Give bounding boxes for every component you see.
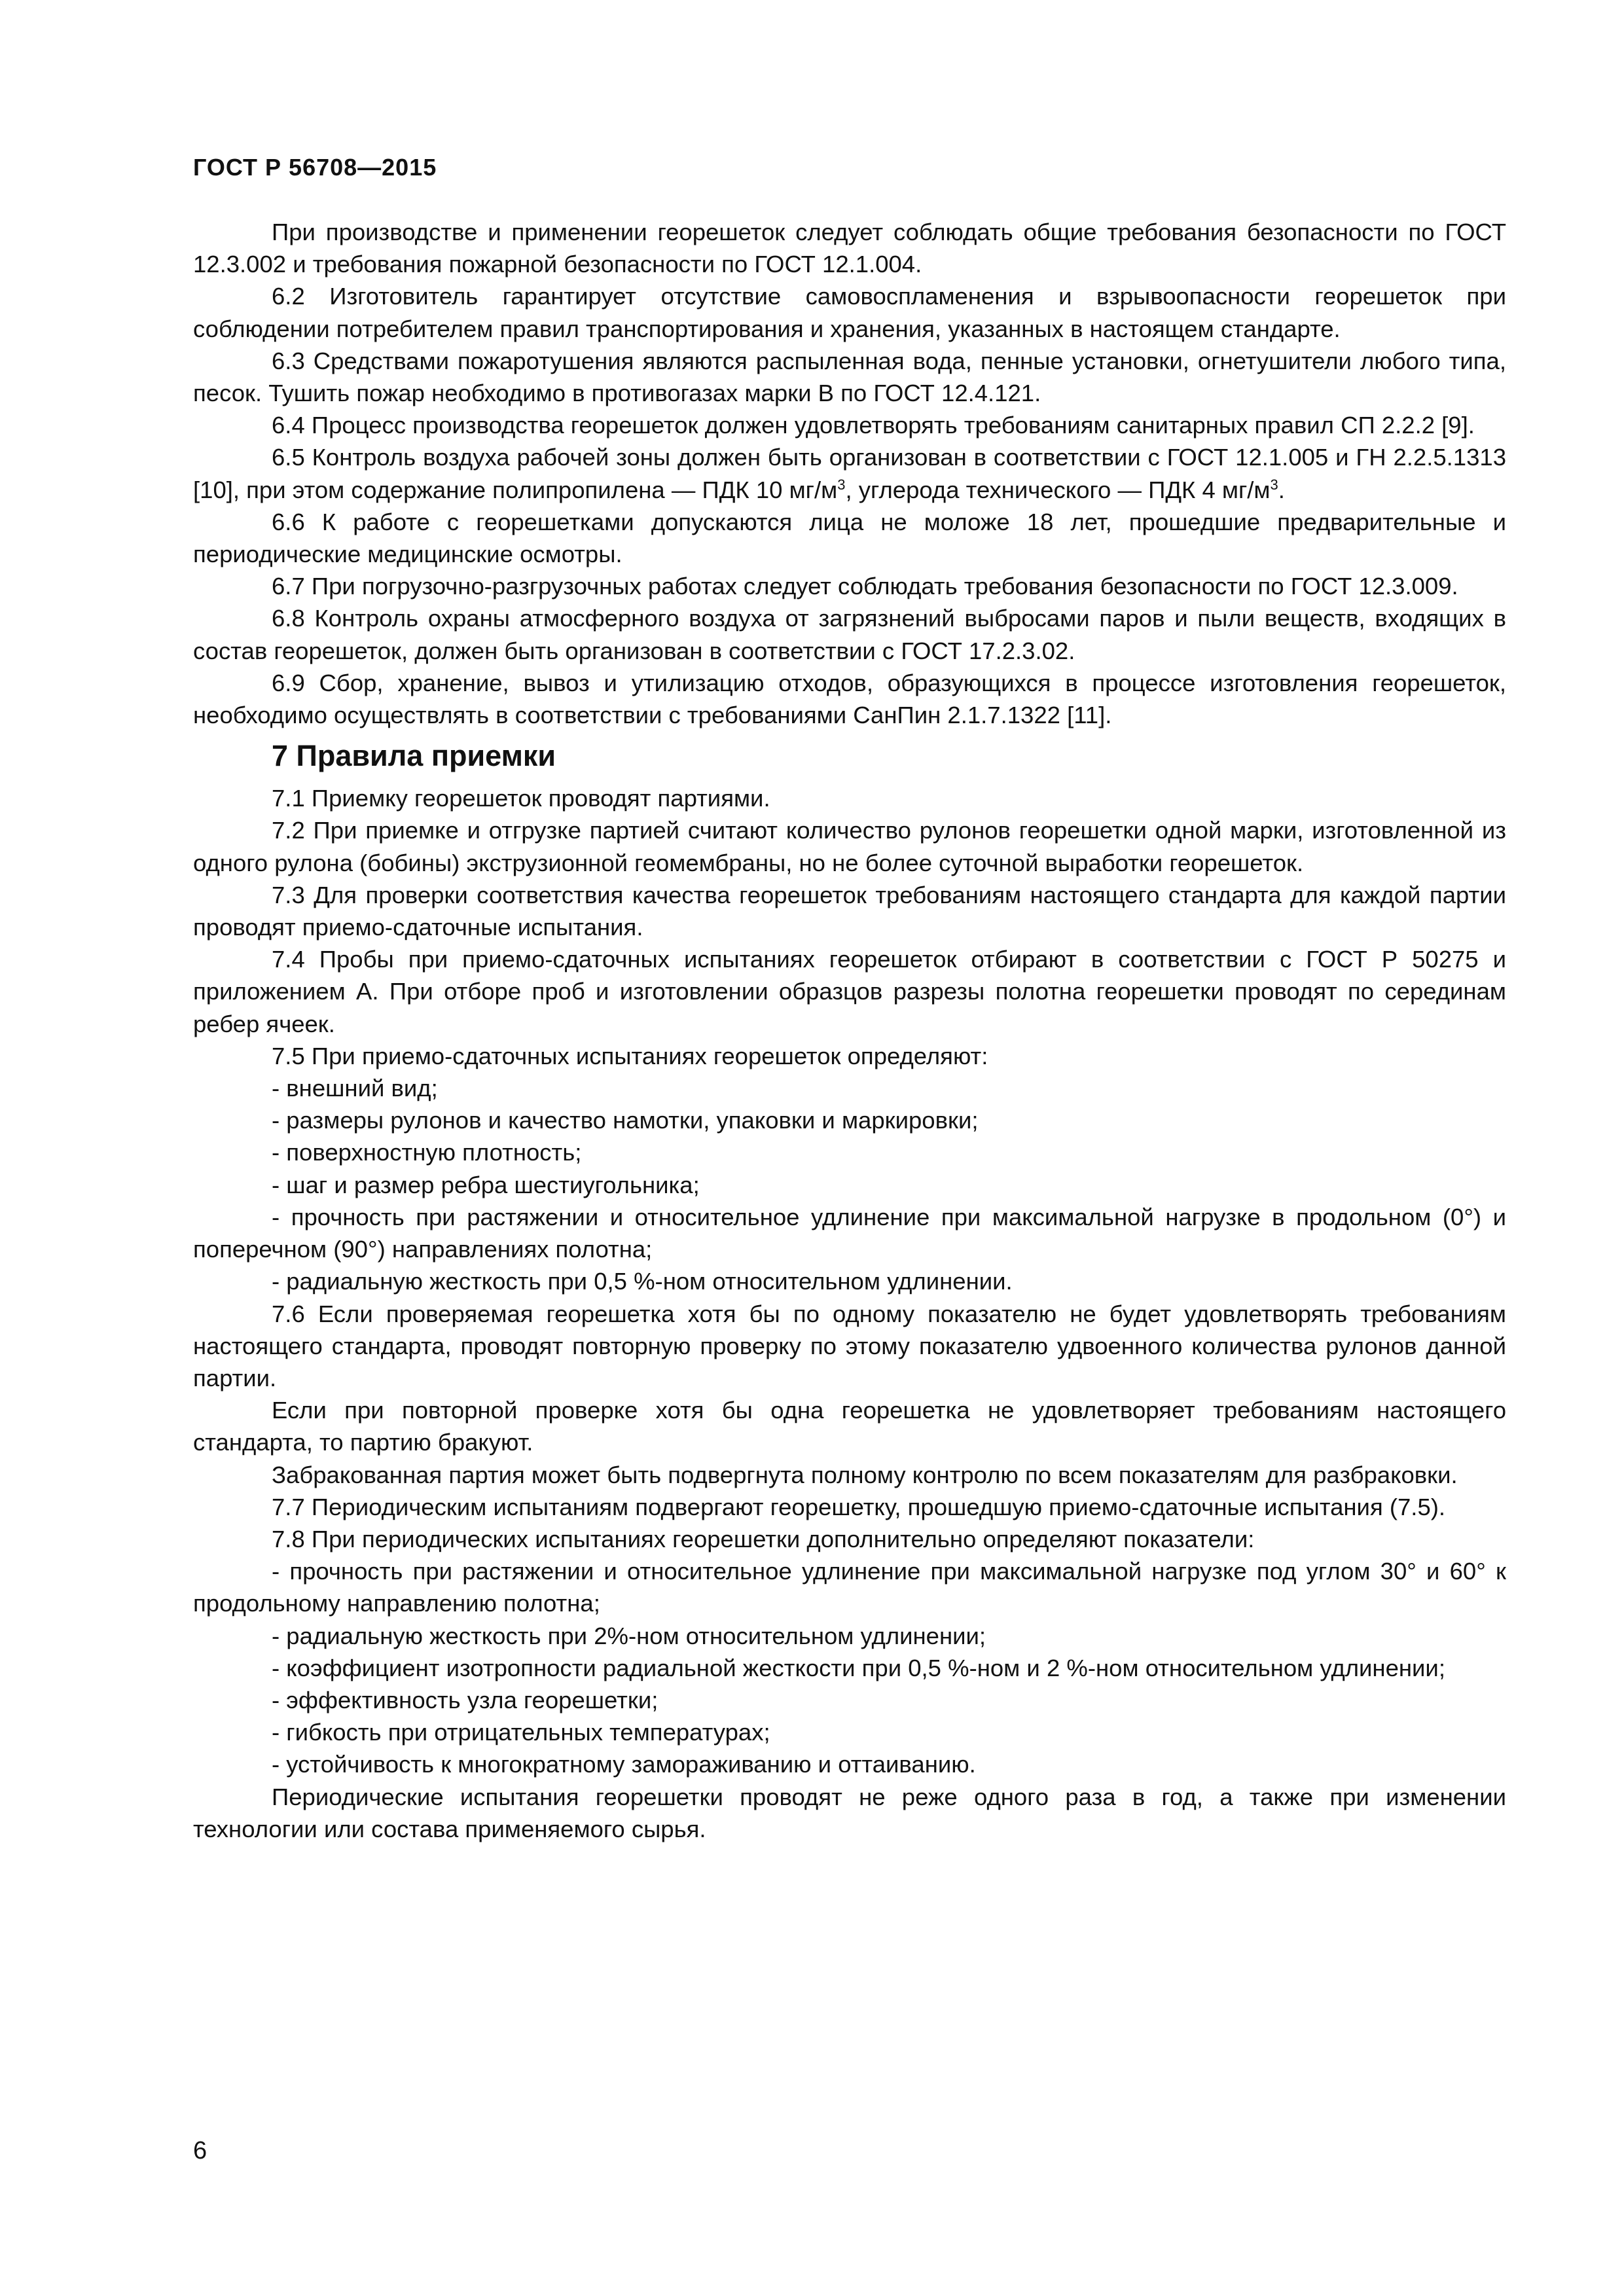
paragraph-7-4: 7.4 Пробы при приемо-сдаточных испытаниях георешеток отбирают в соответствии с ГОСТ Р 50275 и приложением А. При отборе проб и изготовлении образцов разрезы полотна георешетки проводят по серединам ребер ячеек.	[193, 946, 1506, 1037]
paragraph-7-6: 7.6 Если проверяемая георешетка хотя бы по одному показателю не будет удовлетворять требованиям настоящего стандарта, проводят повторную проверку по этому показателю удвоенного количества рулонов данной партии.	[193, 1300, 1506, 1391]
paragraph-6-2: 6.2 Изготовитель гарантирует отсутствие самовоспламенения и взрывоопасности георешеток при соблюдении потребителем правил транспортирования и хранения, указанных в настоящем стандарте.	[193, 283, 1506, 342]
document-code-header: ГОСТ Р 56708—2015	[193, 154, 437, 181]
list-item-7-8: - коэффициент изотропности радиальной жесткости при 0,5 %-ном и 2 %-ном относительном удлинении;	[272, 1654, 1445, 1681]
paragraph-7-1: 7.1 Приемку георешеток проводят партиями.	[272, 785, 770, 812]
list-item-7-5: - поверхностную плотность;	[272, 1139, 582, 1166]
list-item-7-5: - радиальную жесткость при 0,5 %-ном относительном удлинении.	[272, 1268, 1013, 1295]
list-item-7-8: - эффективность узла георешетки;	[272, 1686, 659, 1713]
paragraph-periodic-tests: Периодические испытания георешетки проводят не реже одного раза в год, а также при изменении технологии или состава применяемого сырья.	[193, 1783, 1506, 1842]
document-body	[193, 216, 1506, 1845]
paragraph-6-5	[193, 441, 1506, 505]
paragraph-6-8: 6.8 Контроль охраны атмосферного воздуха от загрязнений выбросами паров и пыли веществ, входящих в состав георешеток, должен быть организован в соответствии с ГОСТ 17.2.3.02.	[193, 605, 1506, 664]
list-item-7-5: - внешний вид;	[272, 1075, 438, 1102]
superscript-cubed: 3	[1270, 476, 1278, 493]
paragraph-7-6-rejected-batch: Забракованная партия может быть подвергнута полному контролю по всем показателям для разбраковки.	[272, 1461, 1458, 1488]
paragraph-6-1-intro: При производстве и применении георешеток следует соблюдать общие требования безопасности по ГОСТ 12.3.002 и требования пожарной безопасности по ГОСТ 12.1.004.	[193, 219, 1506, 278]
list-item-7-5: - прочность при растяжении и относительное удлинение при максимальной нагрузке в продольном (0°) и поперечном (90°) направлениях полотна;	[193, 1203, 1506, 1263]
paragraph-6-3: 6.3 Средствами пожаротушения являются распыленная вода, пенные установки, огнетушители любого типа, песок. Тушить пожар необходимо в противогазах марки В по ГОСТ 12.4.121.	[193, 347, 1506, 407]
list-item-7-5: - шаг и размер ребра шестиугольника;	[272, 1171, 700, 1198]
section-7-heading: 7 Правила приемки	[272, 739, 556, 773]
list-item-7-8: - прочность при растяжении и относительное удлинение при максимальной нагрузке под углом 30° и 60° к продольному направлению полотна;	[193, 1558, 1506, 1617]
paragraph-6-6: 6.6 К работе с георешетками допускаются лица не моложе 18 лет, прошедшие предварительные и периодические медицинские осмотры.	[193, 508, 1506, 568]
paragraph-7-7: 7.7 Периодическим испытаниям подвергают георешетку, прошедшую приемо-сдаточные испытания (7.5).	[272, 1493, 1446, 1520]
list-item-7-8: - гибкость при отрицательных температурах;	[272, 1719, 770, 1746]
paragraph-6-9: 6.9 Сбор, хранение, вывоз и утилизацию отходов, образующихся в процессе изготовления георешеток, необходимо осуществлять в соответствии с требованиями СанПин 2.1.7.1322 [11].	[193, 669, 1506, 729]
paragraph-7-6-repeat-check: Если при повторной проверке хотя бы одна георешетка не удовлетворяет требованиям настоящего стандарта, то партию бракуют.	[193, 1397, 1506, 1456]
paragraph-7-8: 7.8 При периодических испытаниях георешетки дополнительно определяют показатели:	[272, 1525, 1255, 1552]
list-item-7-8: - устойчивость к многократному замораживанию и оттаиванию.	[272, 1751, 976, 1778]
paragraph-6-5-part-b: , углерода технического — ПДК 4 мг/м	[845, 476, 1271, 503]
superscript-cubed: 3	[837, 476, 846, 493]
paragraph-6-7: 6.7 При погрузочно-разгрузочных работах следует соблюдать требования безопасности по ГОСТ 12.3.009.	[272, 573, 1458, 600]
paragraph-6-4: 6.4 Процесс производства георешеток должен удовлетворять требованиям санитарных правил СП 2.2.2 [9].	[272, 412, 1475, 439]
paragraph-7-5: 7.5 При приемо-сдаточных испытаниях георешеток определяют:	[272, 1042, 988, 1069]
list-item-7-5: - размеры рулонов и качество намотки, упаковки и маркировки;	[272, 1107, 979, 1134]
paragraph-6-5-part-a: 6.5 Контроль воздуха рабочей зоны должен быть организован в соответствии с ГОСТ 12.1.005 и ГН 2.2.5.1313 [10], при этом содержание полипропилена — ПДК 10 мг/м	[193, 444, 1506, 503]
page-number: 6	[193, 2137, 208, 2164]
paragraph-7-3: 7.3 Для проверки соответствия качества георешеток требованиям настоящего стандарта для каждой партии проводят приемо-сдаточные испытания.	[193, 881, 1506, 941]
paragraph-6-5-part-c: .	[1278, 476, 1285, 503]
paragraph-7-2: 7.2 При приемке и отгрузке партией считают количество рулонов георешетки одной марки, изготовленной из одного рулона (бобины) экструзионной геомембраны, но не более суточной выработки георешеток.	[193, 817, 1506, 876]
list-item-7-8: - радиальную жесткость при 2%-ном относительном удлинении;	[272, 1622, 986, 1649]
